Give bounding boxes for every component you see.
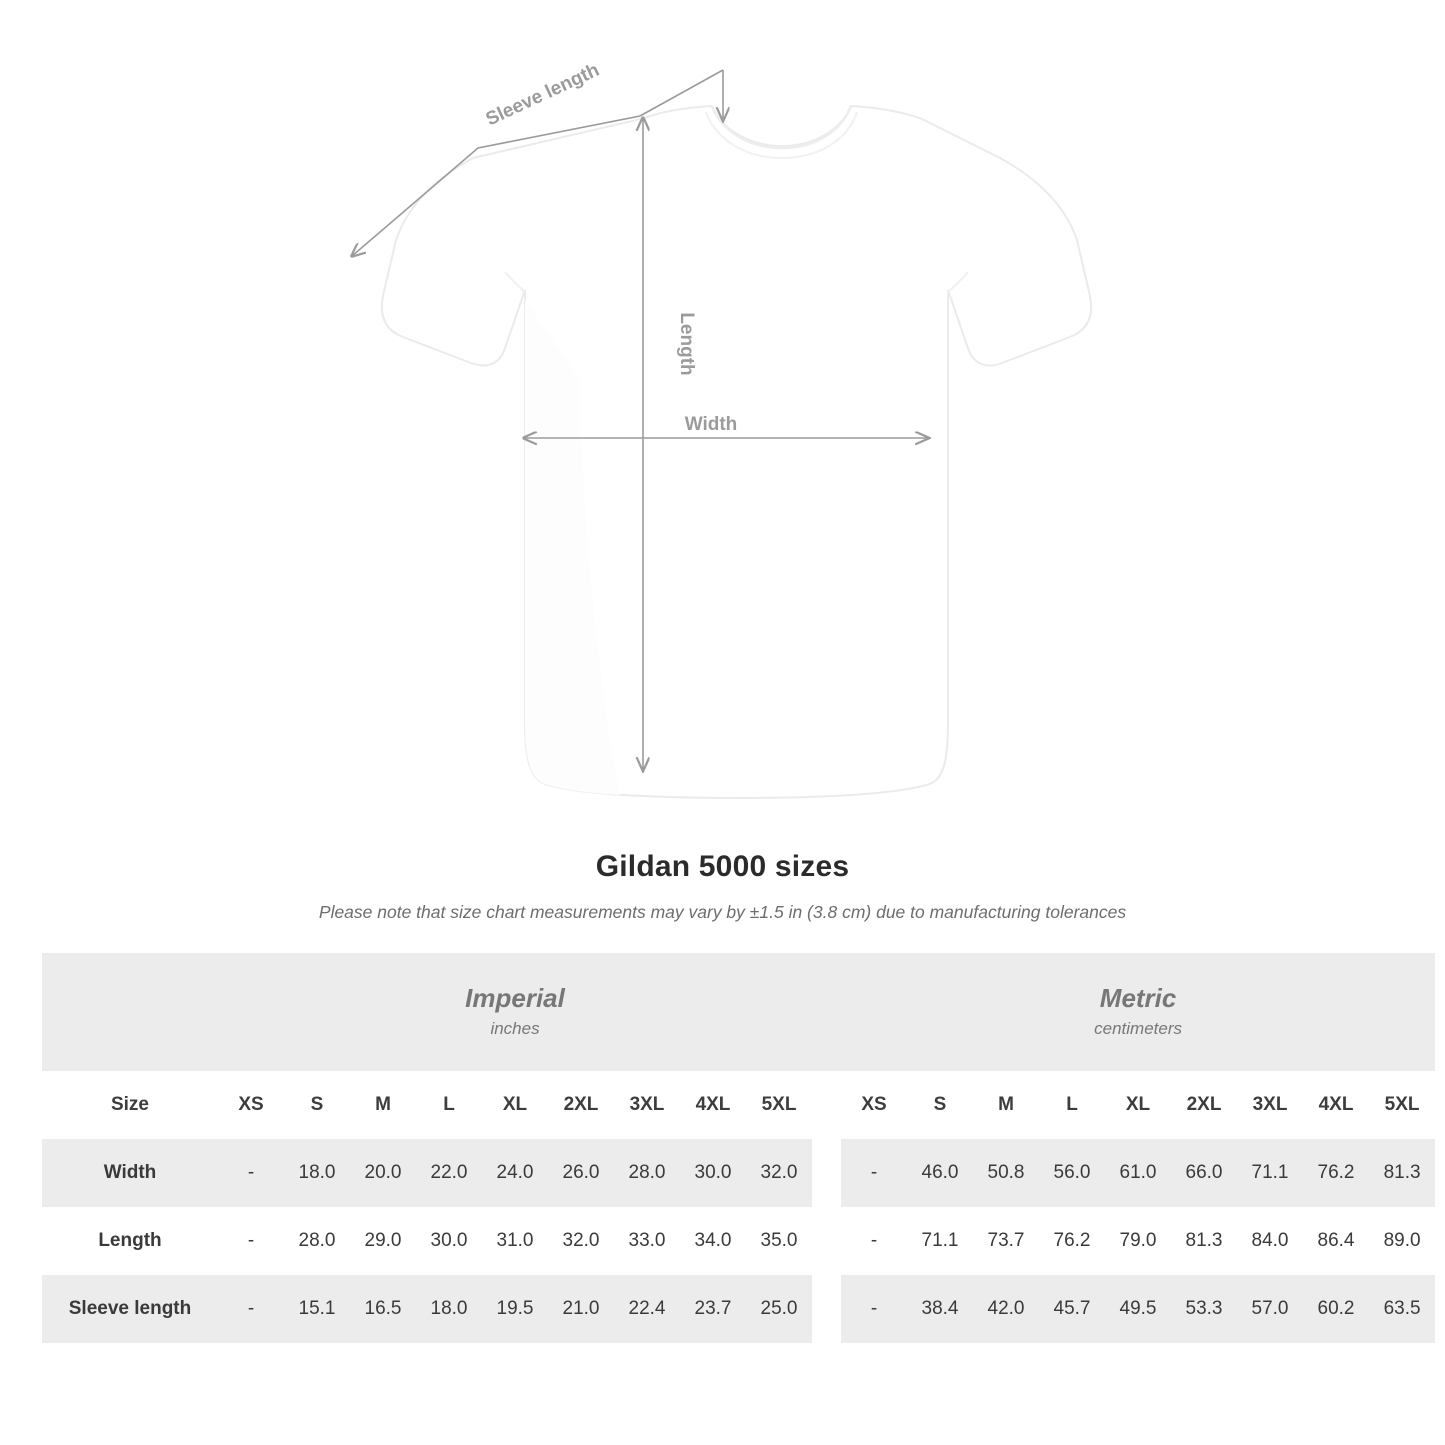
table-row (42, 1207, 1435, 1275)
page-title: Gildan 5000 sizes (595, 850, 850, 883)
unit-imperial-name: Imperial (465, 983, 565, 1014)
cell: 33.0 (614, 1207, 680, 1275)
cell: 89.0 (1369, 1207, 1435, 1275)
unit-metric (841, 953, 1435, 1071)
cell: 71.1 (1237, 1139, 1303, 1207)
cell: 15.1 (284, 1275, 350, 1343)
unit-imperial (218, 953, 812, 1071)
cell: 60.2 (1303, 1275, 1369, 1343)
cell: 71.1 (907, 1207, 973, 1275)
size-header-imperial-4xl: 4XL (680, 1071, 746, 1139)
size-header-metric-l: L (1039, 1071, 1105, 1139)
cell: 31.0 (482, 1207, 548, 1275)
cell: 45.7 (1039, 1275, 1105, 1343)
cell: 23.7 (680, 1275, 746, 1343)
cell: 32.0 (548, 1207, 614, 1275)
size-header-metric-5xl: 5XL (1369, 1071, 1435, 1139)
cell: 16.5 (350, 1275, 416, 1343)
cell: 56.0 (1039, 1139, 1105, 1207)
size-header-metric-s: S (907, 1071, 973, 1139)
column-gap (812, 1139, 841, 1207)
size-table (42, 953, 1435, 1343)
column-gap (812, 1275, 841, 1343)
table-row (42, 1275, 1435, 1343)
width-label: Width (684, 414, 738, 435)
column-gap (812, 1071, 841, 1139)
column-gap (812, 1207, 841, 1275)
size-header-metric-m: M (973, 1071, 1039, 1139)
cell: 29.0 (350, 1207, 416, 1275)
size-header-metric-xs: XS (841, 1071, 907, 1139)
cell: - (218, 1139, 284, 1207)
size-header-metric-4xl: 4XL (1303, 1071, 1369, 1139)
cell: 84.0 (1237, 1207, 1303, 1275)
cell: 57.0 (1237, 1275, 1303, 1343)
size-header-imperial-m: M (350, 1071, 416, 1139)
cell: 50.8 (973, 1139, 1039, 1207)
cell: 20.0 (350, 1139, 416, 1207)
unit-header-row (42, 953, 1435, 1071)
table-row (42, 1139, 1435, 1207)
cell: - (218, 1207, 284, 1275)
cell: 73.7 (973, 1207, 1039, 1275)
cell: 63.5 (1369, 1275, 1435, 1343)
cell: 32.0 (746, 1139, 812, 1207)
cell: 38.4 (907, 1275, 973, 1343)
cell: 30.0 (680, 1139, 746, 1207)
cell: - (841, 1207, 907, 1275)
cell: - (841, 1275, 907, 1343)
cell: 81.3 (1171, 1207, 1237, 1275)
size-header-metric-2xl: 2XL (1171, 1071, 1237, 1139)
cell: 28.0 (614, 1139, 680, 1207)
title-block (0, 850, 1445, 923)
cell: 35.0 (746, 1207, 812, 1275)
cell: 81.3 (1369, 1139, 1435, 1207)
cell: - (218, 1275, 284, 1343)
length-label: Length (676, 312, 697, 376)
cell: 66.0 (1171, 1139, 1237, 1207)
cell: 46.0 (907, 1139, 973, 1207)
size-header-imperial-xs: XS (218, 1071, 284, 1139)
row-label-length: Length (42, 1207, 218, 1275)
cell: - (841, 1139, 907, 1207)
row-label-width: Width (42, 1139, 218, 1207)
cell: 22.4 (614, 1275, 680, 1343)
cell: 26.0 (548, 1139, 614, 1207)
cell: 25.0 (746, 1275, 812, 1343)
size-table-wrap (42, 953, 1421, 1343)
cell: 28.0 (284, 1207, 350, 1275)
cell: 42.0 (973, 1275, 1039, 1343)
unit-imperial-sub: inches (490, 1018, 540, 1038)
size-header-imperial-3xl: 3XL (614, 1071, 680, 1139)
cell: 18.0 (284, 1139, 350, 1207)
size-header-imperial-5xl: 5XL (746, 1071, 812, 1139)
cell: 76.2 (1303, 1139, 1369, 1207)
cell: 79.0 (1105, 1207, 1171, 1275)
size-header-metric-xl: XL (1105, 1071, 1171, 1139)
cell: 53.3 (1171, 1275, 1237, 1343)
size-header-imperial-xl: XL (482, 1071, 548, 1139)
cell: 24.0 (482, 1139, 548, 1207)
row-label-sleeve-length: Sleeve length (42, 1275, 218, 1343)
cell: 49.5 (1105, 1275, 1171, 1343)
unit-metric-name: Metric (1099, 983, 1177, 1014)
tolerance-note: Please note that size chart measurements may vary by ±1.5 in (3.8 cm) due to manufacturing tolerances (318, 902, 1127, 922)
size-header-imperial-s: S (284, 1071, 350, 1139)
tshirt-shape (382, 106, 1091, 798)
size-header-imperial-l: L (416, 1071, 482, 1139)
sleeve-length-label: Sleeve length (482, 59, 603, 131)
cell: 19.5 (482, 1275, 548, 1343)
size-header-metric-3xl: 3XL (1237, 1071, 1303, 1139)
size-header-row (42, 1071, 1435, 1139)
cell: 22.0 (416, 1139, 482, 1207)
cell: 76.2 (1039, 1207, 1105, 1275)
cell: 34.0 (680, 1207, 746, 1275)
cell: 18.0 (416, 1275, 482, 1343)
unit-metric-sub: centimeters (1094, 1018, 1183, 1038)
cell: 21.0 (548, 1275, 614, 1343)
cell: 30.0 (416, 1207, 482, 1275)
size-header-imperial-2xl: 2XL (548, 1071, 614, 1139)
cell: 86.4 (1303, 1207, 1369, 1275)
size-header-label: Size (42, 1071, 218, 1139)
cell: 61.0 (1105, 1139, 1171, 1207)
